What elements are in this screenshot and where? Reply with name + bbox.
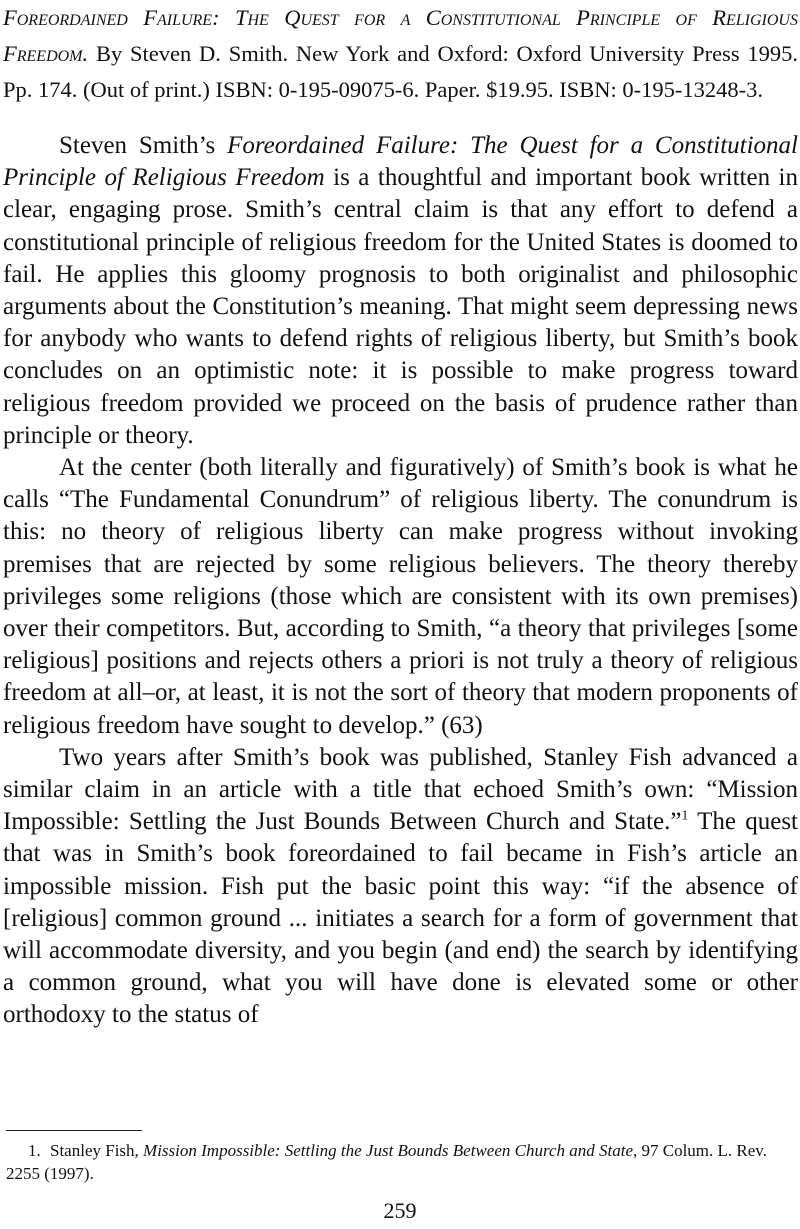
footnote-1 (6, 1139, 798, 1185)
body-paragraph-3 (3, 742, 798, 1032)
citation-details: By Steven D. Smith. New York and Oxford: Oxford University Press 1995. Pp. 174. (Out of print.) ISBN: 0-195-09075-6. Paper. $19.95. ISBN: 0-195-13248-3. (3, 41, 798, 102)
footnote-divider (6, 1130, 142, 1131)
footnote-rest: , 97 Colum. L. Rev. 2255 (1997). (6, 1141, 767, 1183)
footnote-author: Stanley Fish, (50, 1141, 144, 1160)
body-paragraph-2 (3, 452, 798, 742)
p1-book-title: Foreordained Failure: The Quest for a Constitutional Principle of Religious Freedom (3, 132, 798, 192)
body-paragraph-1 (3, 130, 798, 452)
p3-text-b: The quest that was in Smith’s book foreordained to fail became in Fish’s article an impossible mission. Fish put the basic point this way: “if the absence of [religious] common ground ... initiates a search for a form of government that will accommodate diversity, and you begin (and end) the search by identifying a common ground, what you will have done is elevated some or other orthodoxy to the status of (3, 808, 798, 1029)
reviewed-book-title: Foreordained Failure: The Quest for a Constitutional Principle of Religious Freedom. (3, 5, 798, 66)
p2-text: At the center (both literally and figuratively) of Smith’s book is what he calls “The Fundamental Conundrum” of religious liberty. The conundrum is this: no theory of religious liberty can make progress without invoking premises that are rejected by some religious believers. The theory thereby privileges some religions (those which are consistent with its own premises) over their competitors. But, according to Smith, “a theory that privileges [some religious] positions and rejects others a priori is not truly a theory of religious freedom at all–or, at least, it is not the sort of theory that modern proponents of religious freedom have sought to develop.” (63) (3, 454, 798, 739)
p3-text-a: Two years after Smith’s book was published, Stanley Fish advanced a similar claim in an article with a title that echoed Smith’s own: “Mission Impossible: Settling the Just Bounds Between Church and State.” (3, 743, 798, 836)
footnote-number: 1. (28, 1141, 41, 1160)
footnote-marker[interactable]: 1 (681, 807, 689, 823)
page-number: 259 (383, 1198, 417, 1223)
footnote-article-title: Mission Impossible: Settling the Just Bounds Between Church and State (143, 1141, 633, 1160)
book-review-page (3, 0, 798, 1032)
review-citation (3, 0, 798, 108)
p1-text-b: is a thoughtful and important book written in clear, engaging prose. Smith’s central claim is that any effort to defend a constitutional principle of religious freedom for the United States is doomed to fail. He applies this gloomy prognosis to both originalist and philosophic arguments about the Constitution’s meaning. That might seem depressing news for anybody who wants to defend rights of religious liberty, but Smith’s book concludes on an optimistic note: it is possible to make progress toward religious freedom provided we proceed on the basis of prudence rather than principle or theory. (3, 164, 798, 449)
p1-text-a: Steven Smith’s (59, 132, 228, 159)
